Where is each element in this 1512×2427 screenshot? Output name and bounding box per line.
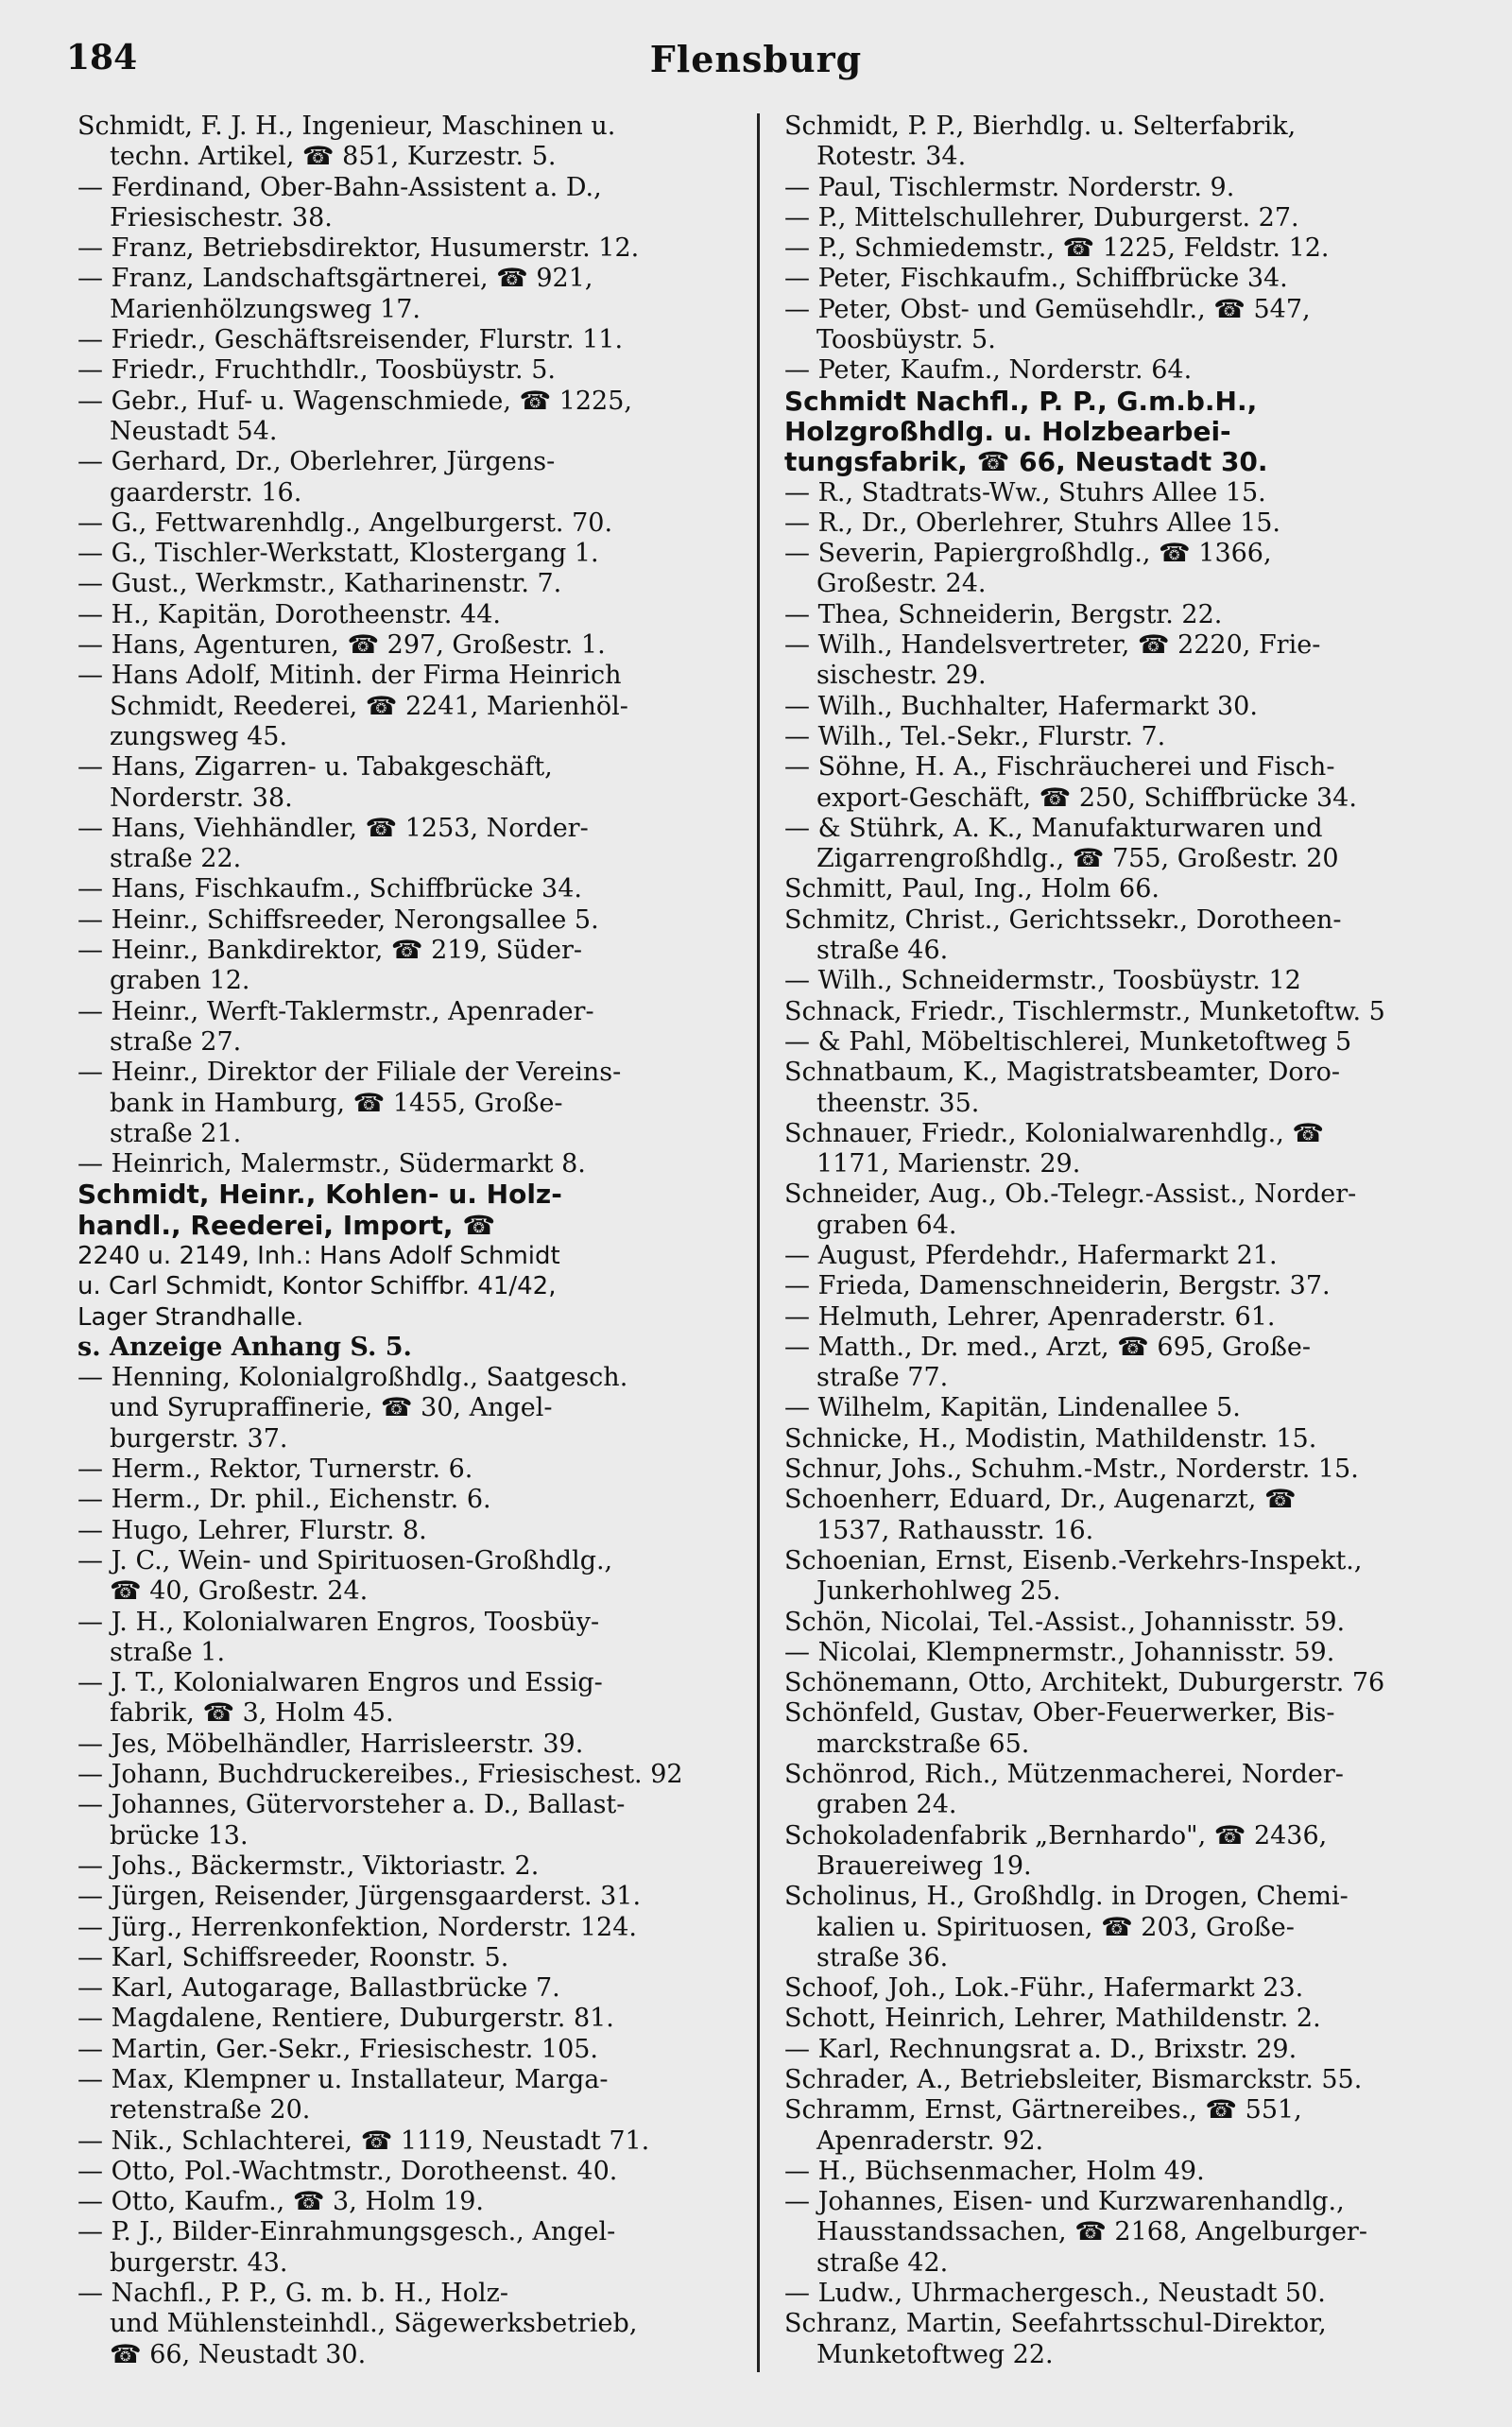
entry-line: — Ferdinand, Ober-Bahn-Assistent a. D., — [77, 172, 602, 202]
entry-line: Schnatbaum, K., Magistratsbeamter, Doro- — [784, 1058, 1340, 1088]
entry-line: — Herm., Dr. phil., Eichenstr. 6. — [77, 1485, 491, 1515]
entry-line: graben 12. — [110, 966, 250, 996]
entry-line: — G., Tischler-Werkstatt, Klostergang 1. — [77, 539, 599, 569]
entry-line: — Friedr., Fruchthdlr., Toosbüystr. 5. — [77, 355, 556, 386]
entry-line: — Peter, Fischkaufm., Schiffbrücke 34. — [784, 264, 1288, 294]
entry-line: — Hugo, Lehrer, Flurstr. 8. — [77, 1515, 427, 1545]
entry-line: Schönrod, Rich., Mützenmacherei, Norder- — [784, 1760, 1344, 1790]
entry-line: gaarderstr. 16. — [110, 477, 302, 508]
entry-line: — Max, Klempner u. Installateur, Marga- — [77, 2065, 609, 2094]
entry-line: — Hans, Viehhändler, ☎ 1253, Norder- — [77, 813, 589, 843]
entry-line: sischestr. 29. — [816, 661, 987, 691]
entry-line: — Nicolai, Klempnermstr., Johannisstr. 59. — [784, 1637, 1335, 1667]
page-number: 184 — [66, 38, 138, 77]
entry-line: graben 24. — [816, 1790, 957, 1820]
entry-line: — Franz, Betriebsdirektor, Husumerstr. 12. — [77, 233, 640, 264]
entry-line: — Otto, Kaufm., ☎ 3, Holm 19. — [77, 2187, 484, 2217]
right-column — [784, 112, 1446, 2370]
entry-line: — R., Dr., Oberlehrer, Stuhrs Allee 15. — [784, 508, 1281, 538]
entry-line: Apenraderstr. 92. — [816, 2126, 1044, 2156]
entry-line: — Hans, Zigarren- u. Tabakgeschäft, — [77, 752, 553, 783]
column-divider — [757, 113, 760, 2372]
entry-line: Schnicke, H., Modistin, Mathildenstr. 15. — [784, 1423, 1317, 1454]
entry-line: — Jürgen, Reisender, Jürgensgaarderst. 31. — [77, 1882, 642, 1912]
firm-entry-line: handl., Reederei, Import, ☎ — [77, 1210, 496, 1241]
entry-line: Schön, Nicolai, Tel.-Assist., Johannisstr. 59. — [784, 1607, 1346, 1637]
entry-line: — Martin, Ger.-Sekr., Friesischestr. 105. — [77, 2034, 599, 2064]
entry-line: straße 77. — [816, 1363, 949, 1393]
entry-line: Schmitt, Paul, Ing., Holm 66. — [784, 874, 1160, 904]
entry-line: Munketoftweg 22. — [816, 2339, 1054, 2369]
entry-line: bank in Hamburg, ☎ 1455, Große- — [110, 1088, 563, 1118]
entry-line: ☎ 66, Neustadt 30. — [110, 2339, 367, 2369]
entry-line: Schrader, A., Betriebsleiter, Bismarckstr. 55. — [784, 2065, 1363, 2094]
entry-line: straße 21. — [110, 1118, 242, 1148]
firm-entry-line: tungsfabrik, ☎ 66, Neustadt 30. — [784, 447, 1268, 478]
entry-line: — Jes, Möbelhändler, Harrisleerstr. 39. — [77, 1729, 584, 1759]
entry-line: — Peter, Kaufm., Norderstr. 64. — [784, 355, 1193, 386]
entry-line: Rotestr. 34. — [816, 142, 967, 172]
entry-line: — Wilh., Handelsvertreter, ☎ 2220, Frie- — [784, 630, 1321, 661]
entry-line: graben 64. — [816, 1210, 957, 1240]
entry-line: Marienhölzungsweg 17. — [110, 294, 421, 324]
entry-line: techn. Artikel, ☎ 851, Kurzestr. 5. — [110, 142, 557, 172]
entry-line: — Thea, Schneiderin, Bergstr. 22. — [784, 599, 1223, 629]
entry-line: — Johs., Bäckermstr., Viktoriastr. 2. — [77, 1850, 540, 1881]
entry-line: — Frieda, Damenschneiderin, Bergstr. 37. — [784, 1271, 1331, 1301]
entry-line: Schoof, Joh., Lok.-Führ., Hafermarkt 23. — [784, 1973, 1304, 2004]
entry-line: — Karl, Rechnungsrat a. D., Brixstr. 29. — [784, 2034, 1297, 2064]
entry-line: — Ludw., Uhrmachergesch., Neustadt 50. — [784, 2279, 1326, 2309]
entry-line: straße 46. — [816, 936, 949, 966]
entry-line: — P. J., Bilder-Einrahmungsgesch., Angel- — [77, 2217, 616, 2247]
entry-line: — Johann, Buchdruckereibes., Friesischest. 92 — [77, 1760, 683, 1790]
entry-line: s. Anzeige Anhang S. 5. — [77, 1332, 412, 1362]
entry-line: — R., Stadtrats-Ww., Stuhrs Allee 15. — [784, 477, 1266, 508]
entry-line: Schnack, Friedr., Tischlermstr., Munketoftw. 5 — [784, 996, 1385, 1026]
entry-line: — Helmuth, Lehrer, Apenraderstr. 61. — [784, 1301, 1276, 1332]
entry-line: Schönemann, Otto, Architekt, Duburgerstr. 76 — [784, 1668, 1385, 1698]
entry-line: — Karl, Schiffsreeder, Roonstr. 5. — [77, 1942, 509, 1972]
entry-line: — J. T., Kolonialwaren Engros und Essig- — [77, 1668, 603, 1698]
entry-line: — Henning, Kolonialgroßhdlg., Saatgesch. — [77, 1363, 628, 1393]
entry-line: — & Stührk, A. K., Manufakturwaren und — [784, 813, 1323, 843]
entry-line: — Otto, Pol.-Wachtmstr., Dorotheenst. 40. — [77, 2156, 618, 2186]
entry-line: — G., Fettwarenhdlg., Angelburgerst. 70. — [77, 508, 613, 538]
entry-line: — Hans, Agenturen, ☎ 297, Großestr. 1. — [77, 630, 606, 661]
firm-entry-line: 2240 u. 2149, Inh.: Hans Adolf Schmidt — [77, 1241, 560, 1270]
entry-line: Hausstandssachen, ☎ 2168, Angelburger- — [816, 2217, 1367, 2247]
entry-line: — P., Schmiedemstr., ☎ 1225, Feldstr. 12. — [784, 233, 1330, 264]
entry-line: straße 1. — [110, 1637, 226, 1667]
entry-line: — H., Kapitän, Dorotheenstr. 44. — [77, 599, 501, 629]
entry-line: Norderstr. 38. — [110, 783, 293, 813]
entry-line: Scholinus, H., Großhdlg. in Drogen, Chemi- — [784, 1882, 1349, 1912]
entry-line: Zigarrengroßhdlg., ☎ 755, Großestr. 20 — [816, 844, 1339, 874]
entry-line: Schokoladenfabrik „Bernhardo", ☎ 2436, — [784, 1820, 1328, 1850]
entry-line: — Peter, Obst- und Gemüsehdlr., ☎ 547, — [784, 294, 1311, 324]
entry-line: retenstraße 20. — [110, 2095, 311, 2126]
entry-line: — Matth., Dr. med., Arzt, ☎ 695, Große- — [784, 1332, 1311, 1362]
entry-line: Schnauer, Friedr., Kolonialwarenhdlg., ☎ — [784, 1118, 1324, 1148]
entry-line: Schnur, Johs., Schuhm.-Mstr., Norderstr. 15. — [784, 1454, 1359, 1485]
entry-line: — J. H., Kolonialwaren Engros, Toosbüy- — [77, 1607, 600, 1637]
page-title: Flensburg — [649, 38, 863, 80]
entry-line: marckstraße 65. — [816, 1729, 1030, 1759]
entry-line: kalien u. Spirituosen, ☎ 203, Große- — [816, 1912, 1295, 1942]
entry-line: Schmidt, Reederei, ☎ 2241, Marienhöl- — [110, 691, 628, 721]
firm-entry-line: Schmidt Nachfl., P. P., G.m.b.H., — [784, 386, 1258, 417]
entry-line: Schott, Heinrich, Lehrer, Mathildenstr. 2. — [784, 2004, 1321, 2034]
entry-line: Schmidt, F. J. H., Ingenieur, Maschinen u. — [77, 112, 616, 141]
entry-line: — Nik., Schlachterei, ☎ 1119, Neustadt 71. — [77, 2126, 650, 2156]
entry-line: Neustadt 54. — [110, 416, 278, 446]
entry-line: — Wilh., Tel.-Sekr., Flurstr. 7. — [784, 721, 1166, 751]
entry-line: straße 22. — [110, 844, 242, 874]
entry-line: — Heinr., Werft-Taklermstr., Apenrader- — [77, 996, 594, 1026]
entry-line: — Paul, Tischlermstr. Norderstr. 9. — [784, 172, 1235, 202]
entry-line: Toosbüystr. 5. — [816, 325, 996, 355]
entry-line: straße 42. — [816, 2247, 949, 2278]
entry-line: — Jürg., Herrenkonfektion, Norderstr. 124. — [77, 1912, 637, 1942]
page-header — [0, 38, 1512, 95]
entry-line: — Johannes, Gütervorsteher a. D., Ballast- — [77, 1790, 626, 1820]
entry-line: — Söhne, H. A., Fischräucherei und Fisch- — [784, 752, 1335, 783]
entry-line: Schönfeld, Gustav, Ober-Feuerwerker, Bis- — [784, 1698, 1335, 1729]
entry-line: — August, Pferdehdr., Hafermarkt 21. — [784, 1240, 1278, 1270]
entry-line: — Gerhard, Dr., Oberlehrer, Jürgens- — [77, 447, 556, 477]
entry-line: — Heinr., Direktor der Filiale der Vereins- — [77, 1058, 622, 1088]
left-column — [77, 112, 739, 2370]
entry-line: burgerstr. 43. — [110, 2247, 288, 2278]
entry-line: Schoenherr, Eduard, Dr., Augenarzt, ☎ — [784, 1485, 1297, 1515]
entry-line: — Severin, Papiergroßhdlg., ☎ 1366, — [784, 539, 1272, 569]
entry-line: und Mühlensteinhdl., Sägewerksbetrieb, — [110, 2309, 638, 2339]
entry-line: — Heinr., Bankdirektor, ☎ 219, Süder- — [77, 936, 582, 966]
entry-line: Junkerhohlweg 25. — [816, 1576, 1061, 1607]
entry-line: — Wilh., Schneidermstr., Toosbüystr. 12 — [784, 966, 1301, 996]
entry-line: — J. C., Wein- und Spirituosen-Großhdlg., — [77, 1545, 613, 1575]
entry-line: Schramm, Ernst, Gärtnereibes., ☎ 551, — [784, 2095, 1302, 2126]
entry-line: Großestr. 24. — [816, 569, 987, 599]
entry-line: ☎ 40, Großestr. 24. — [110, 1576, 369, 1607]
entry-line: — Johannes, Eisen- und Kurzwarenhandlg., — [784, 2187, 1345, 2217]
entry-line: — Heinrich, Malermstr., Südermarkt 8. — [77, 1149, 586, 1179]
entry-line: burgerstr. 37. — [110, 1423, 288, 1454]
entry-line: Schoenian, Ernst, Eisenb.-Verkehrs-Inspekt., — [784, 1545, 1363, 1575]
firm-entry-line: Holzgroßhdlg. u. Holzbearbei- — [784, 416, 1231, 447]
entry-line: straße 27. — [110, 1026, 242, 1057]
entry-line: — Wilhelm, Kapitän, Lindenallee 5. — [784, 1393, 1241, 1423]
entry-line: — Franz, Landschaftsgärtnerei, ☎ 921, — [77, 264, 593, 294]
entry-line: — Hans Adolf, Mitinh. der Firma Heinrich — [77, 661, 622, 691]
entry-line: theenstr. 35. — [816, 1088, 980, 1118]
entry-line: — Magdalene, Rentiere, Duburgerstr. 81. — [77, 2004, 614, 2034]
entry-line: 1537, Rathausstr. 16. — [816, 1515, 1094, 1545]
entry-line: zungsweg 45. — [110, 721, 288, 751]
entry-line: — Karl, Autogarage, Ballastbrücke 7. — [77, 1973, 560, 2004]
entry-line: — Heinr., Schiffsreeder, Nerongsallee 5. — [77, 904, 599, 935]
entry-line: — Wilh., Buchhalter, Hafermarkt 30. — [784, 691, 1258, 721]
entry-line: — Gebr., Huf- u. Wagenschmiede, ☎ 1225, — [77, 386, 632, 416]
entry-line: Schneider, Aug., Ob.-Telegr.-Assist., Norder- — [784, 1179, 1357, 1210]
entry-line: — Gust., Werkmstr., Katharinenstr. 7. — [77, 569, 562, 599]
entry-line: — Herm., Rektor, Turnerstr. 6. — [77, 1454, 473, 1485]
entry-line: Brauereiweg 19. — [816, 1850, 1032, 1881]
entry-line: Schmitz, Christ., Gerichtssekr., Dorotheen- — [784, 904, 1342, 935]
entry-line: export-Geschäft, ☎ 250, Schiffbrücke 34. — [816, 783, 1357, 813]
entry-line: Friesischestr. 38. — [110, 202, 333, 232]
entry-line: — Friedr., Geschäftsreisender, Flurstr. 11. — [77, 325, 624, 355]
entry-line: 1171, Marienstr. 29. — [816, 1149, 1081, 1179]
entry-line: brücke 13. — [110, 1820, 249, 1850]
entry-line: — & Pahl, Möbeltischlerei, Munketoftweg 5 — [784, 1026, 1352, 1057]
entry-line: — H., Büchsenmacher, Holm 49. — [784, 2156, 1205, 2186]
entry-line: — P., Mittelschullehrer, Duburgerst. 27. — [784, 202, 1299, 232]
entry-line: — Nachfl., P. P., G. m. b. H., Holz- — [77, 2279, 508, 2309]
entry-line: und Syrupraffinerie, ☎ 30, Angel- — [110, 1393, 553, 1423]
entry-line: fabrik, ☎ 3, Holm 45. — [110, 1698, 394, 1729]
entry-line: Schmidt, P. P., Bierhdlg. u. Selterfabrik, — [784, 112, 1297, 141]
entry-line: — Hans, Fischkaufm., Schiffbrücke 34. — [77, 874, 582, 904]
firm-entry-line: u. Carl Schmidt, Kontor Schiffbr. 41/42, — [77, 1272, 557, 1301]
firm-entry-line: Lager Strandhalle. — [77, 1302, 304, 1332]
firm-entry-line: Schmidt, Heinr., Kohlen- u. Holz- — [77, 1179, 562, 1211]
entry-line: straße 36. — [816, 1942, 949, 1972]
entry-line: Schranz, Martin, Seefahrtsschul-Direktor, — [784, 2309, 1327, 2339]
